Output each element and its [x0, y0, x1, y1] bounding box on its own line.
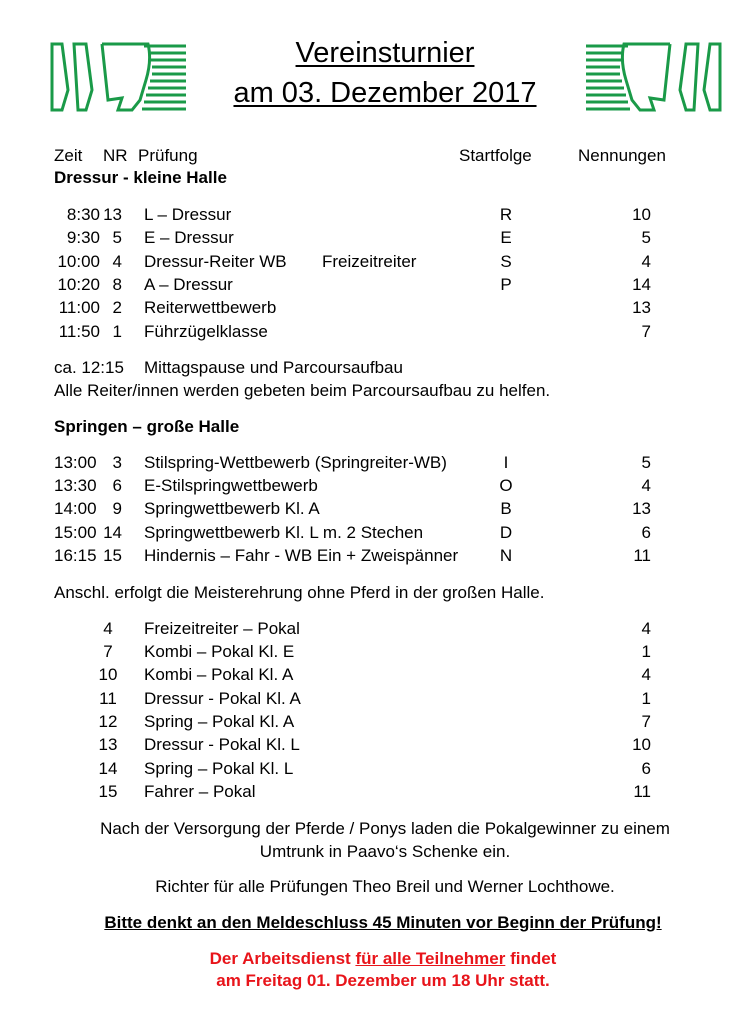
pokal-nennungen: 10 — [632, 735, 651, 754]
meisterehrung-note: Anschl. erfolgt die Meisterehrung ohne Pferd in der großen Halle. — [54, 583, 545, 602]
springen-startfolge: I — [503, 453, 509, 472]
pokal-nr: 13 — [98, 735, 118, 754]
arbeitsdienst-line-2: am Freitag 01. Dezember um 18 Uhr statt. — [216, 971, 550, 990]
arbeitsdienst-text-a: Der Arbeitsdienst — [209, 949, 356, 968]
pokal-nr: 12 — [98, 712, 118, 731]
pokal-nr: 11 — [99, 689, 117, 708]
dressur-name: L – Dressur — [144, 205, 232, 224]
dressur-nr: 5 — [112, 228, 122, 247]
springen-name: Springwettbewerb Kl. A — [144, 499, 320, 518]
dressur-nr: 2 — [112, 298, 122, 317]
springen-name: Stilspring-Wettbewerb (Springreiter-WB) — [144, 453, 447, 472]
springen-nennungen: 6 — [641, 523, 651, 542]
dressur-extra: Freizeitreiter — [322, 252, 417, 271]
springen-nennungen: 5 — [641, 453, 651, 472]
springen-time: 13:30 — [54, 476, 97, 495]
springen-startfolge: D — [499, 523, 513, 542]
springen-name: Hindernis – Fahr - WB Ein + Zweispänner — [144, 546, 459, 565]
springen-nr: 14 — [103, 523, 122, 542]
pokal-nennungen: 6 — [641, 759, 651, 778]
pokal-name: Kombi – Pokal Kl. A — [144, 665, 294, 684]
dressur-name: Führzügelklasse — [144, 322, 268, 341]
pokal-name: Dressur - Pokal Kl. L — [144, 735, 300, 754]
arbeitsdienst-text-c: findet — [505, 949, 557, 968]
meldeschluss-note: Bitte denkt an den Meldeschluss 45 Minuten vor Beginn der Prüfung! — [104, 913, 662, 932]
springen-startfolge: B — [500, 499, 512, 518]
springen-time: 16:15 — [54, 546, 97, 565]
pokal-nr: 7 — [103, 642, 113, 661]
pause-time: ca. 12:15 — [54, 358, 124, 377]
title-line-2: am 03. Dezember 2017 — [233, 77, 537, 109]
pokal-name: Fahrer – Pokal — [144, 782, 256, 801]
dressur-name: A – Dressur — [144, 275, 233, 294]
dressur-name: E – Dressur — [144, 228, 234, 247]
dressur-nr: 4 — [112, 252, 122, 271]
pokal-nr: 14 — [98, 759, 118, 778]
arbeitsdienst-line-1 — [0, 949, 750, 969]
dressur-time: 10:00 — [57, 252, 100, 271]
pokal-nennungen: 4 — [641, 665, 651, 684]
pokal-nr: 15 — [98, 782, 118, 801]
pokal-name: Freizeitreiter – Pokal — [144, 619, 300, 638]
dressur-time: 11:50 — [58, 322, 100, 341]
springen-startfolge: N — [499, 546, 513, 565]
dressur-nr: 1 — [112, 322, 122, 341]
column-header-nennungen: Nennungen — [578, 146, 666, 165]
dressur-startfolge: E — [500, 228, 512, 247]
pokal-nr: 4 — [103, 619, 113, 638]
dressur-startfolge: R — [499, 205, 513, 224]
pokal-name: Spring – Pokal Kl. L — [144, 759, 294, 778]
springen-nennungen: 4 — [641, 476, 651, 495]
springen-name: E-Stilspringwettbewerb — [144, 476, 318, 495]
dressur-name: Dressur-Reiter WB — [144, 252, 287, 271]
arbeitsdienst-highlight: für alle Teilnehmer — [355, 949, 506, 968]
springen-time: 14:00 — [54, 499, 97, 518]
pokal-name: Dressur - Pokal Kl. A — [144, 689, 301, 708]
pokal-name: Spring – Pokal Kl. A — [144, 712, 295, 731]
springen-startfolge: O — [499, 476, 513, 495]
column-header-startfolge: Startfolge — [459, 146, 532, 165]
springen-nr: 15 — [103, 546, 122, 565]
springen-nr: 3 — [112, 453, 122, 472]
springen-nennungen: 13 — [632, 499, 651, 518]
pokal-nr: 10 — [98, 665, 118, 684]
pause-note: Alle Reiter/innen werden gebeten beim Parcoursaufbau zu helfen. — [54, 381, 551, 400]
title-line-1: Vereinsturnier — [295, 37, 475, 69]
springen-nennungen: 11 — [633, 546, 651, 565]
column-header-zeit: Zeit — [54, 146, 83, 165]
dressur-nr: 8 — [112, 275, 122, 294]
dressur-nennungen: 7 — [641, 322, 651, 341]
pokal-nennungen: 4 — [641, 619, 651, 638]
dressur-nennungen: 13 — [632, 298, 651, 317]
dressur-nennungen: 10 — [632, 205, 651, 224]
dressur-time: 9:30 — [66, 228, 100, 247]
dressur-nennungen: 5 — [641, 228, 651, 247]
dressur-nr: 13 — [103, 205, 122, 224]
pokal-name: Kombi – Pokal Kl. E — [144, 642, 295, 661]
richter-note: Richter für alle Prüfungen Theo Breil und Werner Lochthowe. — [155, 877, 615, 896]
springen-name: Springwettbewerb Kl. L m. 2 Stechen — [144, 523, 424, 542]
umtrunk-line-2: Umtrunk in Paavo‘s Schenke ein. — [259, 842, 511, 861]
springen-nr: 9 — [112, 499, 122, 518]
dressur-nennungen: 4 — [641, 252, 651, 271]
dressur-startfolge: S — [500, 252, 512, 271]
dressur-startfolge: P — [500, 275, 512, 294]
springen-time: 15:00 — [54, 523, 97, 542]
dressur-name: Reiterwettbewerb — [144, 298, 277, 317]
springen-time: 13:00 — [54, 453, 97, 472]
dressur-nennungen: 14 — [632, 275, 651, 294]
column-header-nr: NR — [103, 146, 128, 165]
springen-nr: 6 — [112, 476, 122, 495]
section-heading-springen: Springen – große Halle — [54, 417, 240, 436]
pokal-nennungen: 11 — [633, 782, 651, 801]
dressur-time: 10:20 — [57, 275, 100, 294]
pause-text: Mittagspause und Parcoursaufbau — [144, 358, 403, 377]
section-heading-dressur: Dressur - kleine Halle — [54, 168, 227, 187]
column-header-pruefung: Prüfung — [138, 146, 198, 165]
dressur-time: 11:00 — [58, 298, 100, 317]
dressur-time: 8:30 — [66, 205, 100, 224]
pokal-nennungen: 1 — [641, 642, 651, 661]
pokal-nennungen: 7 — [641, 712, 651, 731]
pokal-nennungen: 1 — [641, 689, 651, 708]
umtrunk-line-1: Nach der Versorgung der Pferde / Ponys laden die Pokalgewinner zu einem — [100, 819, 670, 838]
